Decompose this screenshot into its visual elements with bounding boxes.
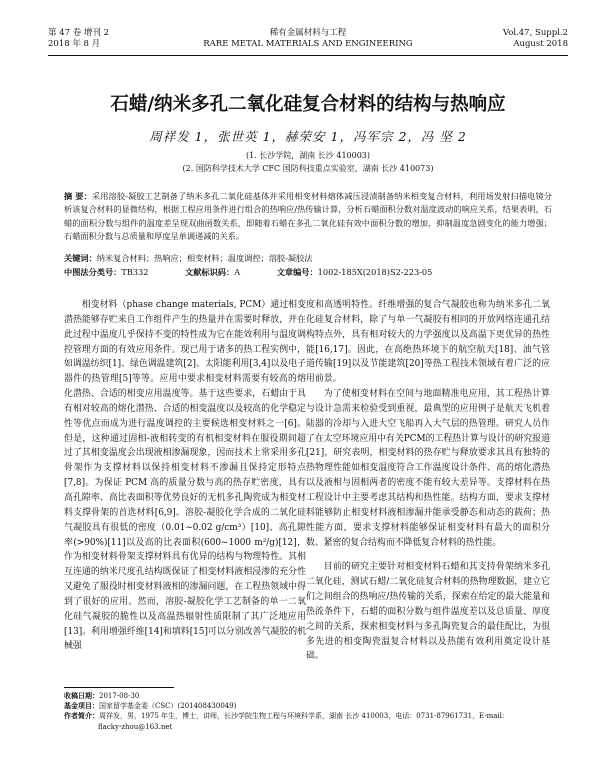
running-header	[48, 28, 568, 50]
footnote-rule	[64, 687, 174, 688]
body-paragraph: 相变材料（phase change materials, PCM）通过相变潜热能够存贮来自工作组件产生的热量并在需要时释放，并在此过程中温度几乎保持不变的特性成为它在能效利用与温度调控管理方面的有效应用条件。现已用于诸多的热工程实例中，如调温纺织[1]、绿色调温建筑[2]、太阳能利用[3,4]以及电子器件的热管理[5]等等。应用中要求相变材料需要有较高的熔化潜热、合适的相变应用温度等。基于这些要求，石蜡由于具有相对较高的熔化潜热、合适的相变温度以及较高的化学稳定性等优点而成为进行温度调控的主要候选相变材料之一[6]。但是，这种通过固相-液相转变的有机相变材料在服役期间超过了其相变温度会出现液相渗漏现象，因而技术上常采用多孔骨架作为支撑材料以保持相变材料不渗漏且保持定形特点[7,8]。为保证 PCM 高的质量分数与高的热存贮密度，具有高孔隙率、高比表面积等优势良好的无机多孔陶瓷成为相变材料支撑骨架的首选材料[6,9]。溶胶-凝胶化学合成的二氧化硅气凝胶具有很低的密度（0.01~0.02 g/cm³）[10]、高孔隙率(>90%)[11]以及高的比表面积(600~1000 m²/g)[12]，作为相变材料骨架支撑材料具有优异的结构与物理特性。其相互连通的纳米尺度孔结构既保证了相变材料液相浸渗的充分性又避免了服役时相变材料液相的渗漏问题，在工程热领域中得到了很好的应用。然而，溶胶-凝胶化学工艺制备的单一二氧化硅气凝胶的脆性以及高温热辐射性质限制了其广泛地应用[13]。利用增强纤维[14]和填料[15]可以分别改善气凝胶的机械强	[64, 300, 306, 652]
article-id	[277, 266, 433, 278]
keywords-text: 纳米复合材料；热响应；相变材料；温度调控；溶胶-凝胶法	[96, 253, 313, 263]
fund-value: 国家留学基金委（CSC）(201408430049)	[99, 702, 237, 711]
affiliation-1: (1. 长沙学院，湖南 长沙 410003)	[245, 151, 371, 160]
doc-code-value: A	[234, 267, 241, 277]
journal-volume-en	[503, 28, 568, 50]
doc-code	[185, 266, 240, 278]
abstract	[64, 190, 552, 244]
footnote	[64, 691, 552, 732]
fund-info	[64, 701, 552, 711]
author-bio-label: 作者简介：	[64, 712, 99, 721]
author-list: 周祥发 1，张世英 1，赫荣安 1，冯军宗 2，冯 坚 2	[149, 129, 467, 144]
received-label: 收稿日期：	[64, 692, 99, 700]
body-paragraph: 度和高透明特性。纤维增强的复合气凝胶也称为纳米多孔二氧化硅复合材料，除了与单一气凝胶有相同的开放网络连通孔结构特点外，具有相对较大的力学强度以及高温下更优异的热性能[16,17]。因此，在高绝热环境下的航空航天[18]、油气管道传输[19]以及节能建筑[20]等热工程技术领域有着广泛的应用前景。	[306, 300, 550, 385]
abstract-label: 摘 要：	[64, 191, 92, 201]
journal-name-en: RARE METAL MATERIALS AND ENGINEERING	[203, 39, 413, 49]
article-id-value: 1002-185X(2018)S2-223-05	[317, 267, 433, 277]
volume-en: Vol.47, Suppl.2	[502, 28, 568, 38]
year-month: 2018 年 8 月	[48, 39, 101, 49]
clc-label: 中图法分类号：	[64, 267, 122, 277]
author-bio-text: 周祥发，男，1975 年生，博士，讲师，长沙学院生物工程与环境科学系，湖南 长沙 410003，电话：0731-87961731，E-mail:	[99, 712, 505, 721]
author-bio	[64, 711, 552, 721]
volume-issue: 第 47 卷 增刊 2	[48, 28, 110, 38]
clc-value: TB332	[121, 267, 149, 277]
abstract-text: 采用溶胶-凝胶工艺制备了纳米多孔二氧化硅基体并采用相变材料熔体减压浸渍制备纳米相变复合材料，利用场发射扫描电镜分析该复合材料的显微结构，根据工程应用条件进行组合的热响应/热传输计算，分析石蜡面积分数对温度波动的响应关系，结果表明，石蜡的面积分数与组件的温度差呈现双曲函数关系，即随着石蜡在多孔二氧化硅有效中面积分数的增加，抑制温度急剧变化的能力增强；石蜡面积分数与总质量和厚度呈单调递减的关系。	[64, 191, 552, 242]
clc-number	[64, 266, 148, 278]
keywords-label: 关键词：	[64, 253, 97, 263]
fund-label: 基金项目：	[64, 702, 99, 711]
keywords	[64, 252, 552, 264]
journal-name-cn: 稀有金属材料与工程	[269, 28, 347, 38]
received-value: 2017-08-30	[99, 692, 140, 700]
body-column-right	[306, 298, 550, 662]
journal-name	[48, 28, 568, 50]
body-paragraph: 目前的研究主要针对相变材料石蜡和其支持骨架纳米多孔二氧化硅，测试石蜡/二氧化硅复合材料的热物理数据，建立它们之间组合的热响应/热传输的关系，探索在给定的最大能量和热流条件下，石蜡的面积分数与组件温度差以及总质量、厚度之间的关系，探索相变材料与多孔陶瓷复合的最佳配比，为很多先进的相变陶瓷温复合材料以及热能有效利用奠定设计基础。	[306, 562, 550, 662]
header-rule	[48, 55, 568, 56]
article-id-label: 文章编号：	[276, 267, 318, 277]
date-en: August 2018	[513, 39, 568, 49]
affiliation-2: (2. 国防科学技术大学 CFC 国防科技重点实验室，湖南 长沙 410073)	[182, 164, 434, 173]
doc-code-label: 文献标识码：	[185, 267, 235, 277]
author-email[interactable]: flacky-zhou@163.net	[98, 722, 173, 731]
body-paragraph: 为了使相变材料在空间与地面精准电应用，其工程热计算与设计急需来检验受到重视，最典型的应用例子是航天飞机着陆器的冷却与入进大空飞船再入大气层的热管理。研究人员作了在太空环境应用中有关PCM的工程热计算与设计的研究报道[21]，研究表明，相变材料的热存贮与释放要求其具有独特的热物理性能如相变温度符合工作温度设计条件、高的熔化潜热以及液相与固相两者的密度不能有较大差异等。支撑材料在热工程设计中主要考虑其结构和热性能。结构方面，要求支撑材料能够防止相变材料液相渗漏并能承受静态和动态的载荷；热性能方面，要求支撑材料能够保证相变材料有最大的面积分数、紧密的复合结构而不降低复合材料的热性能。	[306, 389, 550, 548]
classification-line	[64, 266, 552, 278]
paper-title: 石蜡/纳米多孔二氧化硅复合材料的结构与热响应	[110, 94, 506, 115]
body-column-left	[64, 298, 306, 652]
received-date	[64, 691, 552, 701]
